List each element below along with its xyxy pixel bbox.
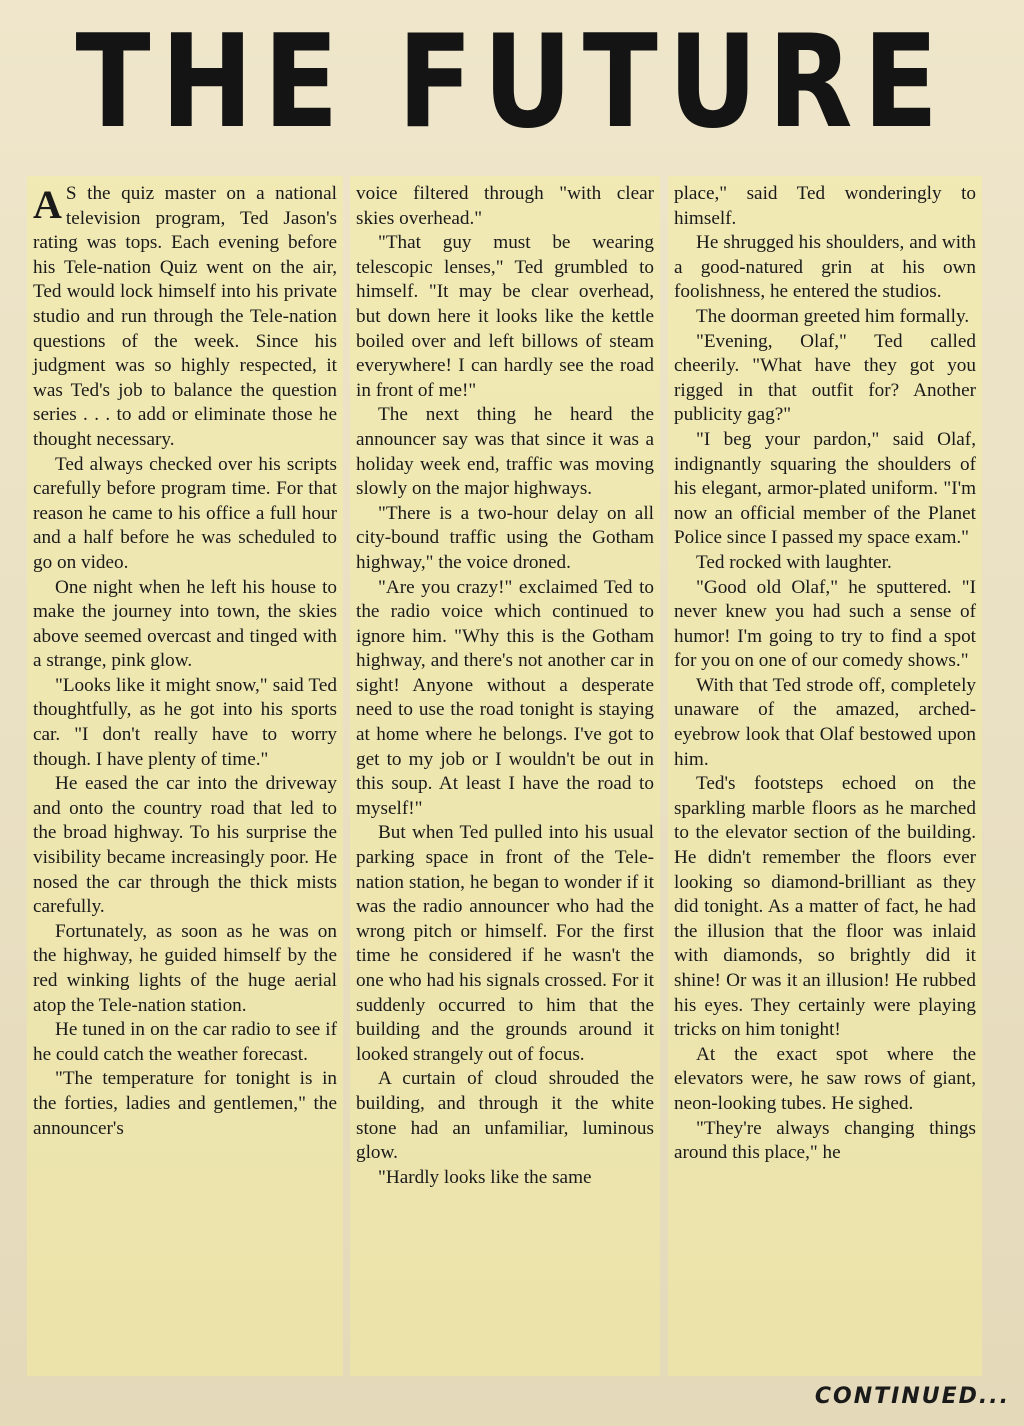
paragraph-text: "There is a two-hour delay on all city-bound traffic using the Gotham highway," the voice droned. (356, 502, 654, 573)
paragraph (674, 772, 976, 1043)
story-title: THE FUTURE (75, 8, 949, 157)
paragraph-text: "Evening, Olaf," Ted called cheerily. "What have they got you rigged in that outfit for? Another publicity gag?" (674, 330, 976, 426)
paragraph (356, 182, 654, 231)
paragraph (674, 674, 976, 772)
text-column-1 (27, 176, 343, 1376)
paragraph (674, 305, 976, 330)
paragraph (356, 576, 654, 822)
paragraph (674, 1043, 976, 1117)
paragraph (356, 403, 654, 501)
paragraph-text: "Hardly looks like the same (378, 1166, 592, 1188)
paragraph-text: voice filtered through "with clear skies overhead." (356, 183, 654, 229)
paragraph-text: With that Ted strode off, completely unaware of the amazed, arched-eyebrow look that Olaf bestowed upon him. (674, 674, 976, 770)
paragraph (33, 182, 337, 453)
paragraph-text: Ted always checked over his scripts carefully before program time. For that reason he came to his office a full hour and a half before he was scheduled to go on video. (33, 453, 337, 573)
paragraph (674, 551, 976, 576)
paragraph (33, 576, 337, 674)
paragraph-text: The next thing he heard the announcer say was that since it was a holiday week end, traffic was moving slowly on the major highways. (356, 404, 654, 500)
paragraph (356, 502, 654, 576)
paragraph-text: He shrugged his shoulders, and with a good-natured grin at his own foolishness, he entered the studios. (674, 232, 976, 303)
paragraph-text: Fortunately, as soon as he was on the highway, he guided himself by the red winking lights of the huge aerial atop the Tele-nation station. (33, 920, 337, 1016)
paragraph-text: He eased the car into the driveway and onto the country road that led to the broad highway. To his surprise the visibility became increasingly poor. He nosed the car through the thick mists carefully. (33, 773, 337, 918)
text-column-2 (350, 176, 660, 1376)
paragraph (33, 772, 337, 920)
paragraph-text: place," said Ted wonderingly to himself. (674, 183, 976, 229)
paragraph-text: "Good old Olaf," he sputtered. "I never knew you had such a sense of humor! I'm going to try to find a spot for you on one of our comedy shows." (674, 576, 976, 672)
paragraph-text: One night when he left his house to make the journey into town, the skies above seemed overcast and tinged with a strange, pink glow. (33, 576, 337, 672)
paragraph-text: S the quiz master on a national television program, Ted Jason's rating was tops. Each evening before his Tele-nation Quiz went on the air, Ted would lock himself into his private studio and run through the Tele-nation questions of the week. Since his judgment was so highly respected, it was Ted's job to balance the question series . . . to add or eliminate those he thought necessary. (33, 183, 337, 450)
paragraph-text: He tuned in on the car radio to see if he could catch the weather forecast. (33, 1019, 337, 1065)
text-column-3 (668, 176, 982, 1376)
paragraph (33, 1018, 337, 1067)
paragraph-text: "That guy must be wearing telescopic lenses," Ted grumbled to himself. "It may be clear overhead, but down here it looks like the kettle boiled over and left billows of steam everywhere! I can hardly see the road in front of me!" (356, 232, 654, 401)
paragraph (674, 330, 976, 428)
paragraph (674, 576, 976, 674)
paragraph-text: At the exact spot where the elevators were, he saw rows of giant, neon-looking tubes. He sighed. (674, 1043, 976, 1114)
paragraph (33, 453, 337, 576)
continued-label: CONTINUED... (814, 1384, 1010, 1409)
paragraph (356, 1067, 654, 1165)
drop-cap: A (33, 182, 62, 227)
paragraph-text: But when Ted pulled into his usual parking space in front of the Tele-nation station, he began to wonder if it was the radio announcer who had the wrong pitch or himself. For the first time he considered if he wasn't the one who had his signals crossed. For it suddenly occurred to him that the building and the grounds around it looked strangely out of focus. (356, 822, 654, 1065)
paragraph (674, 182, 976, 231)
paragraph (356, 821, 654, 1067)
paragraph (33, 1067, 337, 1141)
paragraph-text: "Looks like it might snow," said Ted thoughtfully, as he got into his sports car. "I don't really have to worry though. I have plenty of time." (33, 674, 337, 770)
paragraph-text: Ted's footsteps echoed on the sparkling marble floors as he marched to the elevator section of the building. He didn't remember the floors ever looking so diamond-brilliant as they did tonight. As a matter of fact, he had the illusion that the floor was inlaid with diamonds, so brightly did it shine! Or was it an illusion! He rubbed his eyes. They certainly were playing tricks on him tonight! (674, 773, 976, 1041)
paragraph (356, 231, 654, 403)
paragraph (674, 1117, 976, 1166)
paragraph-text: "They're always changing things around this place," he (674, 1117, 976, 1164)
paragraph (674, 428, 976, 551)
paragraph-text: A curtain of cloud shrouded the building, and through it the white stone had an unfamiliar, luminous glow. (356, 1068, 654, 1164)
paragraph (33, 920, 337, 1018)
paragraph (674, 231, 976, 305)
paragraph-text: "I beg your pardon," said Olaf, indignantly squaring the shoulders of his elegant, armor-plated uniform. "I'm now an official member of the Planet Police since I passed my space exam." (674, 428, 976, 549)
paragraph-text: "Are you crazy!" exclaimed Ted to the radio voice which continued to ignore him. "Why this is the Gotham highway, and there's not another car in sight! Anyone without a desperate need to use the road tonight is staying at home where he belongs. I've got to get to my job or I wouldn't be out in this soup. At least I have the road to myself!" (356, 576, 654, 819)
paragraph-text: The doorman greeted him formally. (696, 305, 970, 327)
paragraph (33, 674, 337, 772)
paragraph (356, 1166, 654, 1191)
paragraph-text: Ted rocked with laughter. (696, 551, 892, 573)
paragraph-text: "The temperature for tonight is in the forties, ladies and gentlemen," the announcer's (33, 1068, 337, 1139)
